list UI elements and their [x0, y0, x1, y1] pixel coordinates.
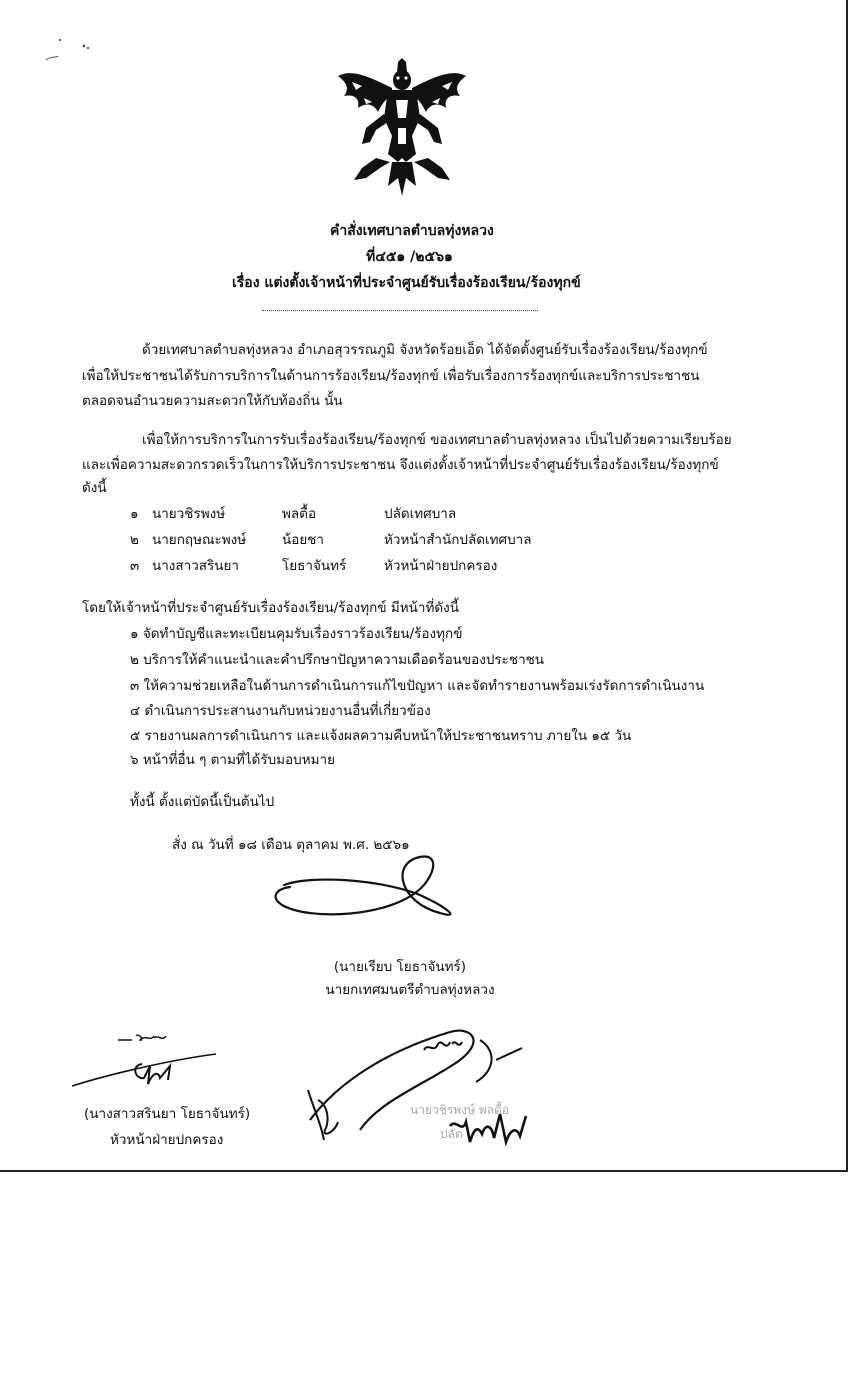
official-last-name: โยธาจันทร์ [282, 558, 347, 574]
official-first-name: นางสาวสรินยา [152, 558, 240, 574]
official-position: หัวหน้าฝ่ายปกครอง [384, 558, 498, 574]
duty-item-1: ๑ จัดทำบัญชีและทะเบียนคุมรับเรื่องราวร้องเรียน/ร้องทุกข์ [130, 626, 463, 642]
signatory-name: (นายเรียบ โยธาจันทร์) [333, 959, 467, 975]
svg-text:ปลัด: ปลัด [440, 1127, 463, 1141]
official-row-3 [0, 554, 848, 578]
order-title: คำสั่งเทศบาลตำบลทุ่งหลวง [330, 223, 494, 239]
paragraph-2-line-1: เพื่อให้การบริการในการรับเรื่องร้องเรียน/ร้องทุกข์ ของเทศบาลตำบลทุ่งหลวง เป็นไปด้วยความเรียบร้อย [142, 432, 732, 448]
garuda-emblem-icon [332, 58, 472, 198]
duty-item-6: ๖ หน้าที่อื่น ๆ ตามที่ได้รับมอบหมาย [130, 752, 336, 768]
official-first-name: นายวชิรพงษ์ [152, 506, 226, 522]
official-row-2 [0, 528, 848, 552]
official-position: หัวหน้าสำนักปลัดเทศบาล [384, 532, 532, 548]
mayor-signature-icon [270, 855, 470, 925]
official-row-1 [0, 502, 848, 526]
co-signature-icon [300, 1030, 540, 1150]
order-number: ที่๔๕๑ /๒๕๖๑ [366, 249, 453, 265]
duty-item-4: ๔ ดำเนินการประสานงานกับหน่วยงานอื่นที่เกี่ยวข้อง [130, 703, 431, 719]
order-date: สั่ง ณ วันที่ ๑๘ เดือน ตุลาคม พ.ศ. ๒๕๖๑ [172, 837, 410, 853]
order-subject: เรื่อง แต่งตั้งเจ้าหน้าที่ประจำศูนย์รับเรื่องร้องเรียน/ร้องทุกข์ [232, 275, 581, 291]
scan-specks-icon [40, 36, 100, 66]
duty-item-2: ๒ บริการให้คำแนะนำและคำปรึกษาปัญหาความเดือดร้อนของประชาชน [130, 652, 545, 668]
paragraph-2-line-2: และเพื่อความสะดวกรวดเร็วในการให้บริการประชาชน จึงแต่งตั้งเจ้าหน้าที่ประจำศูนย์รับเรื่องร้องเรียน/ร้องทุกข์ [82, 457, 719, 473]
header-divider [262, 310, 538, 311]
initials-title: หัวหน้าฝ่ายปกครอง [110, 1132, 224, 1148]
official-position: ปลัดเทศบาล [384, 506, 457, 522]
duties-intro: โดยให้เจ้าหน้าที่ประจำศูนย์รับเรื่องร้องเรียน/ร้องทุกข์ มีหน้าที่ดังนี้ [82, 600, 459, 616]
official-number: ๑ [130, 506, 139, 522]
paragraph-2-line-3: ดังนี้ [82, 480, 107, 496]
official-last-name: พลตื้อ [282, 506, 317, 522]
initials-name: (นางสาวสรินยา โยธาจันทร์) [84, 1106, 251, 1122]
official-number: ๓ [130, 558, 140, 574]
duty-item-5: ๕ รายงานผลการดำเนินการ และแจ้งผลความคืบหน้าให้ประชาชนทราบ ภายใน ๑๕ วัน [130, 728, 632, 744]
official-last-name: น้อยชา [282, 532, 324, 548]
effective-clause: ทั้งนี้ ตั้งแต่บัดนี้เป็นต้นไป [130, 794, 275, 810]
paragraph-1-line-2: เพื่อให้ประชาชนได้รับการบริการในด้านการร้องเรียน/ร้องทุกข์ เพื่อรับเรื่องการร้องทุกข์และบริการประชาชน [82, 368, 700, 384]
signatory-title: นายกเทศมนตรีตำบลทุ่งหลวง [325, 982, 495, 998]
paragraph-1-line-3: ตลอดจนอำนวยความสะดวกให้กับท้องถิ่น นั้น [82, 393, 343, 409]
paragraph-1-line-1: ด้วยเทศบาลตำบลทุ่งหลวง อำเภอสุวรรณภูมิ จังหวัดร้อยเอ็ด ได้จัดตั้งศูนย์รับเรื่องร้องเรียน/ร้องทุกข์ [142, 342, 708, 358]
svg-text:นายวชิรพงษ์ พลตื้อ: นายวชิรพงษ์ พลตื้อ [410, 1103, 510, 1117]
official-first-name: นายกฤษณะพงษ์ [152, 532, 247, 548]
initials-handwriting-icon [70, 1030, 220, 1090]
duty-item-3: ๓ ให้ความช่วยเหลือในด้านการดำเนินการแก้ไขปัญหา และจัดทำรายงานพร้อมเร่งรัดการดำเนินงาน [130, 678, 705, 694]
official-number: ๒ [130, 532, 139, 548]
